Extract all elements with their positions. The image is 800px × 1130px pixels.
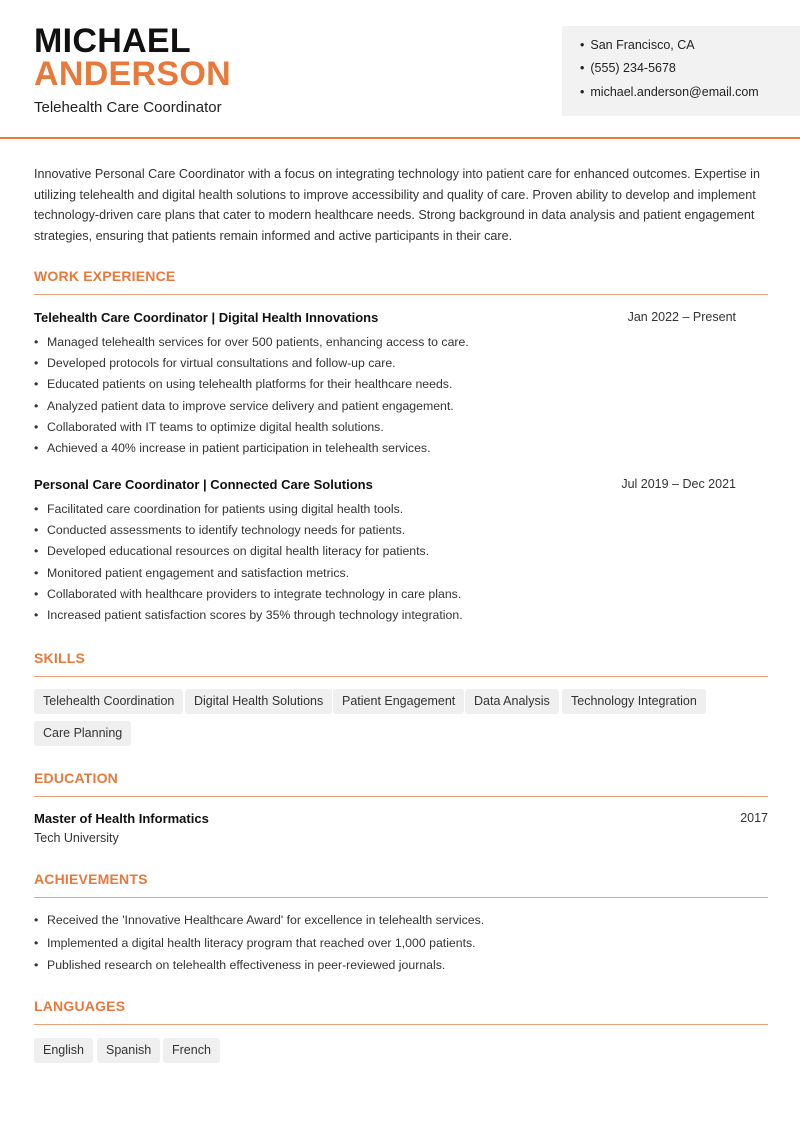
section-divider	[34, 897, 768, 898]
skill-tag: Data Analysis	[465, 689, 559, 714]
list-item: • Collaborated with IT teams to optimize digital health solutions.	[34, 417, 768, 438]
language-tag: French	[163, 1038, 220, 1063]
section-title-achievements: ACHIEVEMENTS	[34, 871, 148, 887]
job-dates: Jul 2019 – Dec 2021	[621, 477, 736, 491]
section-title-skills: SKILLS	[34, 650, 85, 666]
list-item: • Published research on telehealth effectiveness in peer-reviewed journals.	[34, 954, 768, 977]
list-item: • Conducted assessments to identify technology needs for patients.	[34, 520, 768, 541]
section-divider	[34, 1024, 768, 1025]
skill-tag: Patient Engagement	[333, 689, 464, 714]
list-item: • Received the 'Innovative Healthcare Award' for excellence in telehealth services.	[34, 909, 768, 932]
first-name: MICHAEL	[34, 22, 191, 60]
education-school: Tech University	[34, 831, 119, 845]
list-item: • Facilitated care coordination for patients using digital health tools.	[34, 499, 768, 520]
section-divider	[34, 294, 768, 295]
list-item: • Implemented a digital health literacy program that reached over 1,000 patients.	[34, 932, 768, 955]
section-title-work: WORK EXPERIENCE	[34, 268, 176, 284]
list-item: • Increased patient satisfaction scores by 35% through technology integration.	[34, 605, 768, 626]
list-item: • Developed educational resources on digital health literacy for patients.	[34, 541, 768, 562]
section-title-languages: LANGUAGES	[34, 998, 126, 1014]
job-bullets	[34, 332, 768, 459]
list-item: • Collaborated with healthcare providers to integrate technology in care plans.	[34, 584, 768, 605]
job-title: Telehealth Care Coordinator	[34, 99, 222, 116]
job-heading-text: Telehealth Care Coordinator | Digital Health Innovations	[34, 310, 379, 325]
list-item: • Analyzed patient data to improve service delivery and patient engagement.	[34, 396, 768, 417]
list-item: • Developed protocols for virtual consultations and follow-up care.	[34, 353, 768, 374]
summary: Innovative Personal Care Coordinator with a focus on integrating technology into patient care for enhanced outcomes. Expertise in utilizing telehealth and digital health solutions to improve accessibility and quality of care. Proven ability to develop and implement technology-driven care plans that cater to modern healthcare needs. Strong background in data analysis and patient engagement strategies, ensuring that patients remain informed and active participants in their care.	[34, 167, 760, 244]
language-tag: English	[34, 1038, 93, 1063]
last-name: ANDERSON	[34, 55, 231, 93]
job-heading	[34, 477, 768, 492]
section-divider	[34, 676, 768, 677]
job-heading	[34, 310, 768, 325]
section-title-education: EDUCATION	[34, 770, 118, 786]
skill-tag: Care Planning	[34, 721, 131, 746]
skill-tag: Digital Health Solutions	[185, 689, 332, 714]
job-bullets	[34, 499, 768, 626]
resume-header	[0, 0, 800, 139]
job-dates: Jan 2022 – Present	[627, 310, 736, 324]
skill-tag: Technology Integration	[562, 689, 706, 714]
contact-email[interactable]: • michael.anderson@email.com	[580, 85, 759, 99]
section-divider	[34, 796, 768, 797]
list-item: • Monitored patient engagement and satisfaction metrics.	[34, 563, 768, 584]
achievement-list	[34, 909, 768, 977]
language-tag: Spanish	[97, 1038, 160, 1063]
education-year: 2017	[740, 811, 768, 825]
contact-phone: • (555) 234-5678	[580, 61, 676, 75]
skill-tag: Telehealth Coordination	[34, 689, 183, 714]
job-heading-text: Personal Care Coordinator | Connected Care Solutions	[34, 477, 373, 492]
contact-location: • San Francisco, CA	[580, 38, 695, 52]
list-item: • Managed telehealth services for over 500 patients, enhancing access to care.	[34, 332, 768, 353]
education-degree: Master of Health Informatics	[34, 811, 209, 826]
contact-box	[562, 26, 800, 116]
list-item: • Achieved a 40% increase in patient participation in telehealth services.	[34, 438, 768, 459]
list-item: • Educated patients on using telehealth platforms for their healthcare needs.	[34, 374, 768, 395]
